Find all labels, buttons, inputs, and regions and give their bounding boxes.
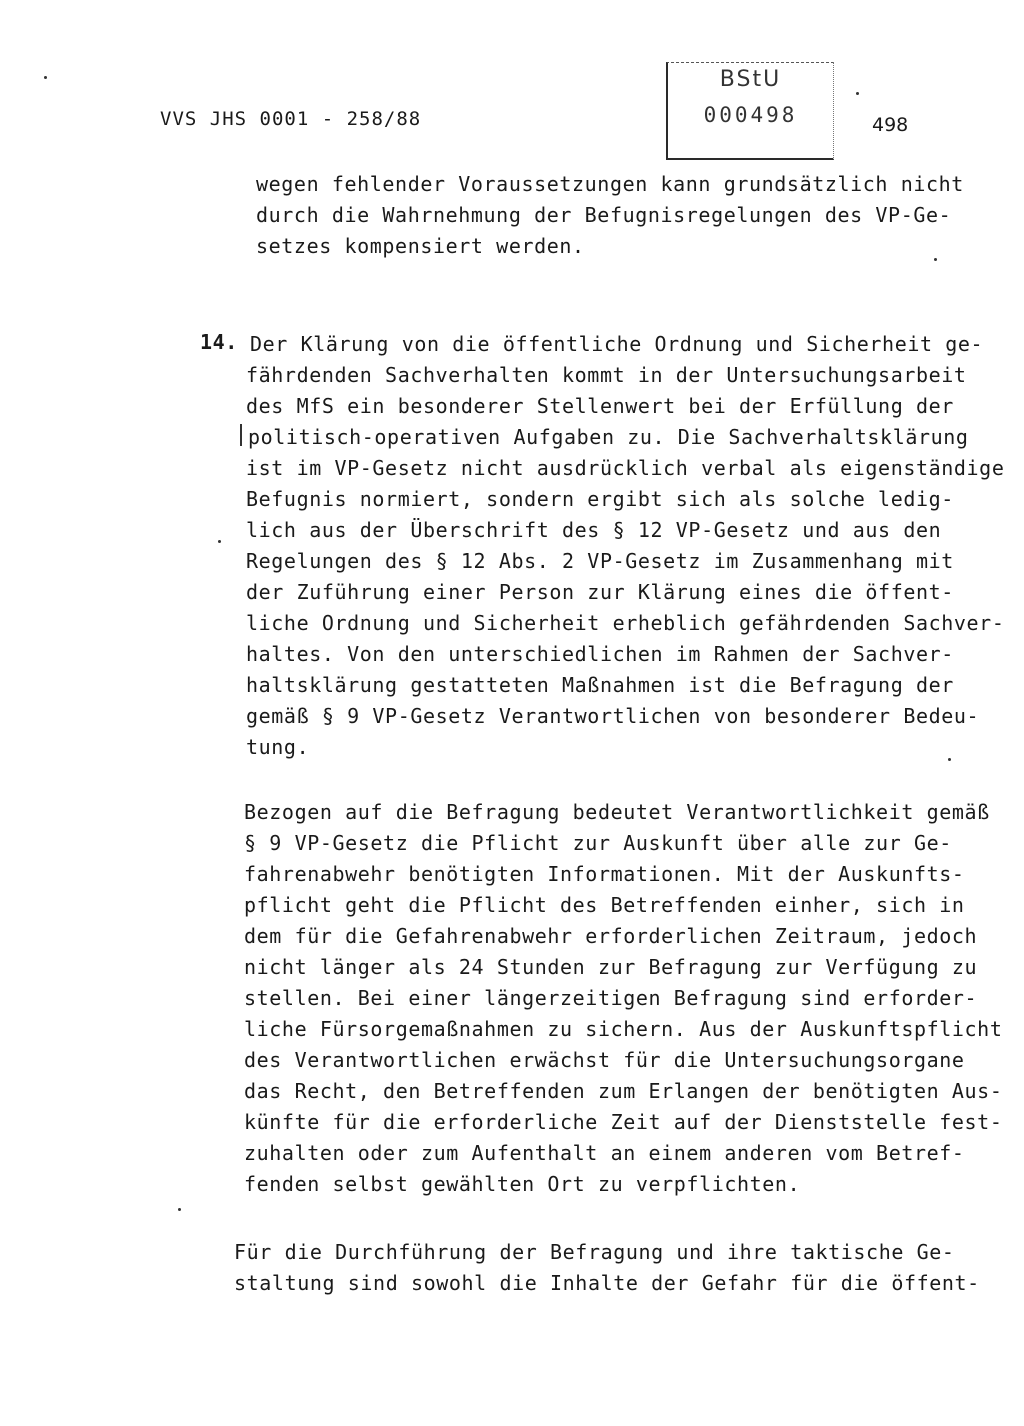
page-number: 498 xyxy=(872,114,909,136)
text-line: künfte für die erforderliche Zeit auf der Dienststelle fest- xyxy=(244,1110,1003,1134)
text-line: fährdenden Sachverhalten kommt in der Untersuchungsarbeit xyxy=(246,363,967,387)
text-line: Der Klärung von die öffentliche Ordnung und Sicherheit ge- xyxy=(250,332,984,356)
scan-speck xyxy=(178,1208,181,1211)
text-line: staltung sind sowohl die Inhalte der Gefahr für die öffent- xyxy=(234,1271,980,1295)
archive-stamp xyxy=(666,62,834,160)
scan-speck xyxy=(218,540,221,543)
text-line: des Verantwortlichen erwächst für die Untersuchungsorgane xyxy=(244,1048,965,1072)
text-line: haltes. Von den unterschiedlichen im Rahmen der Sachver- xyxy=(246,642,954,666)
text-line: nicht länger als 24 Stunden zur Befragung zur Verfügung zu xyxy=(244,955,978,979)
text-line: gemäß § 9 VP-Gesetz Verantwortlichen von besonderer Bedeu- xyxy=(246,704,980,728)
text-line: liche Ordnung und Sicherheit erheblich gefährdenden Sachver- xyxy=(246,611,1005,635)
text-line: wegen fehlender Voraussetzungen kann grundsätzlich nicht xyxy=(256,172,964,196)
text-line: Regelungen des § 12 Abs. 2 VP-Gesetz im Zusammenhang mit xyxy=(246,549,954,573)
text-line: durch die Wahrnehmung der Befugnisregelungen des VP-Ge- xyxy=(256,203,952,227)
text-line: tung. xyxy=(246,735,310,759)
text-line: stellen. Bei einer längerzeitigen Befragung sind erforder- xyxy=(244,986,978,1010)
text-line: dem für die Gefahrenabwehr erforderlichen Zeitraum, jedoch xyxy=(244,924,978,948)
text-line: des MfS ein besonderer Stellenwert bei der Erfüllung der xyxy=(246,394,954,418)
text-line: politisch-operativen Aufgaben zu. Die Sachverhaltsklärung xyxy=(248,425,969,449)
text-line: Befugnis normiert, sondern ergibt sich als solche ledig- xyxy=(246,487,954,511)
scan-speck xyxy=(948,758,951,761)
text-line: fenden selbst gewählten Ort zu verpflichten. xyxy=(244,1172,801,1196)
text-line: der Zuführung einer Person zur Klärung eines die öffent- xyxy=(246,580,954,604)
document-reference: VVS JHS 0001 - 258/88 xyxy=(160,108,422,130)
text-line: ist im VP-Gesetz nicht ausdrücklich verbal als eigenständige xyxy=(246,456,1005,480)
text-line: zuhalten oder zum Aufenthalt an einem anderen vom Betref- xyxy=(244,1141,965,1165)
text-line: Bezogen auf die Befragung bedeutet Verantwortlichkeit gemäß xyxy=(244,800,990,824)
text-line: pflicht geht die Pflicht des Betreffenden einher, sich in xyxy=(244,893,965,917)
item-number: 14. xyxy=(200,330,238,354)
scan-speck xyxy=(856,92,859,95)
text-line: fahrenabwehr benötigten Informationen. Mit der Auskunfts- xyxy=(244,862,965,886)
text-line: liche Fürsorgemaßnahmen zu sichern. Aus der Auskunftspflicht xyxy=(244,1017,1003,1041)
text-line: lich aus der Überschrift des § 12 VP-Gesetz und aus den xyxy=(246,518,942,542)
scan-speck xyxy=(934,258,937,261)
stamp-number: 000498 xyxy=(703,103,798,127)
text-line: setzes kompensiert werden. xyxy=(256,234,585,258)
margin-bracket-mark xyxy=(240,424,242,446)
text-line: haltsklärung gestatteten Maßnahmen ist die Befragung der xyxy=(246,673,954,697)
text-line: § 9 VP-Gesetz die Pflicht zur Auskunft über alle zur Ge- xyxy=(244,831,952,855)
scan-speck xyxy=(44,76,47,79)
text-line: Für die Durchführung der Befragung und ihre taktische Ge- xyxy=(234,1240,955,1264)
text-line: das Recht, den Betreffenden zum Erlangen der benötigten Aus- xyxy=(244,1079,1003,1103)
stamp-agency: BStU xyxy=(719,67,782,92)
